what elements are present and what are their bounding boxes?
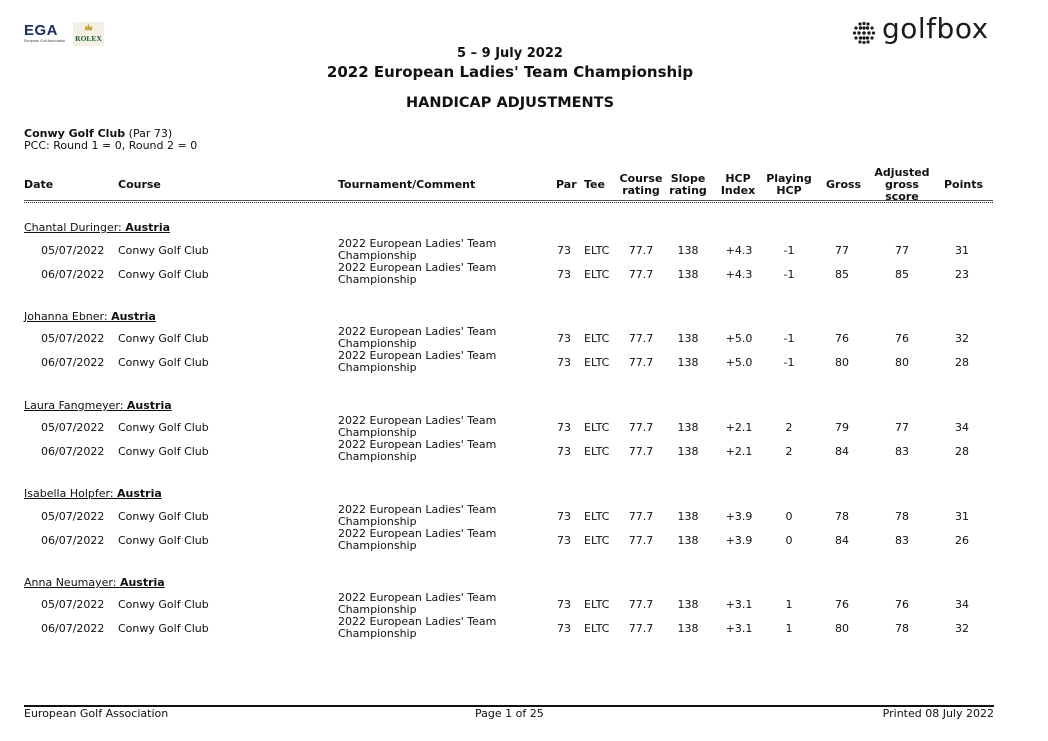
cell-slope: 138 xyxy=(677,510,699,523)
cell-course: Conwy Golf Club xyxy=(118,445,209,458)
cell-slope: 138 xyxy=(677,356,699,369)
player-country: Austria xyxy=(119,576,165,589)
cell-adjusted: 76 xyxy=(895,332,909,345)
cell-comment: 2022 European Ladies' Team Championship xyxy=(338,414,497,439)
cell-points: 31 xyxy=(955,510,969,523)
col-header-points: Points xyxy=(944,178,984,191)
cell-course: Conwy Golf Club xyxy=(118,534,209,547)
player-name: Chantal Duringer: xyxy=(24,221,126,234)
cell-course-rating: 77.7 xyxy=(628,622,654,635)
cell-comment: 2022 European Ladies' Team Championship xyxy=(338,325,497,350)
cell-comment: 2022 European Ladies' Team Championship xyxy=(338,527,497,552)
cell-adjusted: 78 xyxy=(895,622,909,635)
player-heading xyxy=(24,487,162,500)
cell-playing-hcp: 0 xyxy=(785,534,793,547)
col-header-course-rating-line2: rating xyxy=(622,184,660,197)
cell-adjusted: 85 xyxy=(895,268,909,281)
cell-hcp-index: +2.1 xyxy=(725,445,753,458)
player-name: Johanna Ebner: xyxy=(24,310,112,323)
cell-points: 23 xyxy=(955,268,969,281)
cell-hcp-index: +2.1 xyxy=(725,421,753,434)
cell-date: 05/07/2022 xyxy=(41,510,105,523)
rolex-logo-text: ROLEX xyxy=(75,34,102,43)
header-rule xyxy=(24,200,993,201)
cell-par: 73 xyxy=(557,534,571,547)
cell-adjusted: 83 xyxy=(895,445,909,458)
cell-course-rating: 77.7 xyxy=(628,332,654,345)
cell-comment: 2022 European Ladies' Team Championship xyxy=(338,438,497,463)
crown-icon xyxy=(84,23,93,32)
cell-adjusted: 77 xyxy=(895,421,909,434)
cell-comment: 2022 European Ladies' Team Championship xyxy=(338,237,497,262)
cell-gross: 85 xyxy=(835,268,849,281)
col-header-playing-hcp-line2: HCP xyxy=(776,184,802,197)
cell-course-rating: 77.7 xyxy=(628,244,654,257)
cell-course-rating: 77.7 xyxy=(628,510,654,523)
cell-slope: 138 xyxy=(677,445,699,458)
col-header-gross: Gross xyxy=(826,178,862,191)
cell-par: 73 xyxy=(557,268,571,281)
cell-par: 73 xyxy=(557,598,571,611)
col-header-playing-hcp-line1: Playing xyxy=(766,172,812,185)
cell-hcp-index: +3.1 xyxy=(725,622,753,635)
cell-slope: 138 xyxy=(677,598,699,611)
cell-playing-hcp: -1 xyxy=(783,356,795,369)
cell-adjusted: 80 xyxy=(895,356,909,369)
header-rule-dotted xyxy=(24,202,993,203)
cell-adjusted: 83 xyxy=(895,534,909,547)
cell-tee: ELTC xyxy=(584,268,610,281)
cell-tee: ELTC xyxy=(584,356,610,369)
cell-par: 73 xyxy=(557,356,571,369)
cell-tee: ELTC xyxy=(584,598,610,611)
cell-tee: ELTC xyxy=(584,510,610,523)
course-par: (Par 73) xyxy=(128,127,173,140)
cell-slope: 138 xyxy=(677,268,699,281)
cell-slope: 138 xyxy=(677,421,699,434)
cell-points: 34 xyxy=(955,421,969,434)
player-country: Austria xyxy=(111,310,156,323)
cell-tee: ELTC xyxy=(584,622,610,635)
cell-gross: 77 xyxy=(835,244,849,257)
ega-logo-subtext: European Golf Association xyxy=(24,39,66,43)
cell-course-rating: 77.7 xyxy=(628,356,654,369)
col-header-adjusted-line1: Adjusted xyxy=(874,166,930,179)
ega-logo-text: EGA xyxy=(24,22,59,39)
player-heading xyxy=(24,221,170,234)
col-header-adjusted-line2: gross xyxy=(885,178,919,191)
col-header-hcp-index-line1: HCP xyxy=(725,172,751,185)
cell-course: Conwy Golf Club xyxy=(118,598,209,611)
course-name: Conwy Golf Club xyxy=(24,127,126,140)
cell-playing-hcp: -1 xyxy=(783,244,795,257)
player-heading xyxy=(24,399,172,412)
cell-gross: 80 xyxy=(835,622,849,635)
cell-points: 32 xyxy=(955,622,969,635)
cell-date: 05/07/2022 xyxy=(41,332,105,345)
player-country: Austria xyxy=(125,221,171,234)
ega-logo xyxy=(24,20,104,46)
cell-gross: 76 xyxy=(835,598,849,611)
cell-tee: ELTC xyxy=(584,445,610,458)
cell-course: Conwy Golf Club xyxy=(118,244,209,257)
col-header-date: Date xyxy=(24,178,54,191)
cell-hcp-index: +3.9 xyxy=(725,534,753,547)
cell-comment: 2022 European Ladies' Team Championship xyxy=(338,349,497,374)
cell-adjusted: 77 xyxy=(895,244,909,257)
cell-course-rating: 77.7 xyxy=(628,421,654,434)
col-header-course-rating xyxy=(616,173,666,197)
cell-par: 73 xyxy=(557,510,571,523)
cell-playing-hcp: 2 xyxy=(785,421,793,434)
cell-slope: 138 xyxy=(677,332,699,345)
col-header-adjusted xyxy=(872,167,932,203)
col-header-slope-rating xyxy=(664,173,712,197)
cell-hcp-index: +3.9 xyxy=(725,510,753,523)
golfbox-logo-text: golfbox xyxy=(882,12,989,45)
cell-points: 31 xyxy=(955,244,969,257)
col-header-playing-hcp xyxy=(764,173,814,197)
player-heading xyxy=(24,310,156,323)
player-heading xyxy=(24,576,165,589)
cell-course: Conwy Golf Club xyxy=(118,622,209,635)
cell-date: 05/07/2022 xyxy=(41,421,105,434)
cell-points: 32 xyxy=(955,332,969,345)
player-name: Laura Fangmeyer: xyxy=(24,399,127,412)
cell-gross: 84 xyxy=(835,534,849,547)
cell-date: 06/07/2022 xyxy=(41,622,105,635)
cell-date: 06/07/2022 xyxy=(41,445,105,458)
cell-playing-hcp: 1 xyxy=(785,598,793,611)
cell-course-rating: 77.7 xyxy=(628,598,654,611)
rolex-logo xyxy=(73,22,104,46)
page-title: 2022 European Ladies' Team Championship xyxy=(326,63,694,81)
cell-hcp-index: +5.0 xyxy=(725,356,753,369)
cell-course: Conwy Golf Club xyxy=(118,268,209,281)
player-name: Isabella Holpfer: xyxy=(24,487,118,500)
cell-course-rating: 77.7 xyxy=(628,445,654,458)
cell-points: 26 xyxy=(955,534,969,547)
pcc-info: PCC: Round 1 = 0, Round 2 = 0 xyxy=(24,139,198,152)
col-header-slope-rating-line1: Slope xyxy=(670,172,706,185)
cell-course: Conwy Golf Club xyxy=(118,510,209,523)
cell-tee: ELTC xyxy=(584,421,610,434)
col-header-slope-rating-line2: rating xyxy=(669,184,707,197)
col-header-course-rating-line1: Course xyxy=(619,172,663,185)
footer-printed-date: Printed 08 July 2022 xyxy=(882,707,994,720)
cell-playing-hcp: 2 xyxy=(785,445,793,458)
cell-course: Conwy Golf Club xyxy=(118,356,209,369)
cell-gross: 78 xyxy=(835,510,849,523)
player-country: Austria xyxy=(117,487,162,500)
cell-comment: 2022 European Ladies' Team Championship xyxy=(338,503,497,528)
cell-adjusted: 78 xyxy=(895,510,909,523)
col-header-tee: Tee xyxy=(584,178,605,191)
col-header-adjusted-line3: score xyxy=(885,190,919,203)
cell-comment: 2022 European Ladies' Team Championship xyxy=(338,261,497,286)
cell-par: 73 xyxy=(557,445,571,458)
page-subtitle: HANDICAP ADJUSTMENTS xyxy=(405,95,615,111)
cell-playing-hcp: -1 xyxy=(783,332,795,345)
cell-gross: 84 xyxy=(835,445,849,458)
cell-tee: ELTC xyxy=(584,332,610,345)
cell-par: 73 xyxy=(557,332,571,345)
cell-adjusted: 76 xyxy=(895,598,909,611)
cell-playing-hcp: 1 xyxy=(785,622,793,635)
cell-gross: 79 xyxy=(835,421,849,434)
col-header-hcp-index-line2: Index xyxy=(720,184,756,197)
cell-gross: 80 xyxy=(835,356,849,369)
cell-par: 73 xyxy=(557,622,571,635)
cell-course: Conwy Golf Club xyxy=(118,421,209,434)
cell-date: 05/07/2022 xyxy=(41,244,105,257)
cell-slope: 138 xyxy=(677,622,699,635)
cell-par: 73 xyxy=(557,421,571,434)
cell-hcp-index: +3.1 xyxy=(725,598,753,611)
footer-page-number: Page 1 of 25 xyxy=(475,707,544,720)
player-country: Austria xyxy=(126,399,172,412)
cell-playing-hcp: 0 xyxy=(785,510,793,523)
col-header-course: Course xyxy=(118,178,161,191)
cell-date: 06/07/2022 xyxy=(41,356,105,369)
cell-course: Conwy Golf Club xyxy=(118,332,209,345)
cell-course-rating: 77.7 xyxy=(628,534,654,547)
col-header-par: Par xyxy=(556,178,577,191)
cell-slope: 138 xyxy=(677,534,699,547)
cell-tee: ELTC xyxy=(584,534,610,547)
cell-tee: ELTC xyxy=(584,244,610,257)
cell-slope: 138 xyxy=(677,244,699,257)
cell-date: 06/07/2022 xyxy=(41,534,105,547)
cell-date: 06/07/2022 xyxy=(41,268,105,281)
cell-comment: 2022 European Ladies' Team Championship xyxy=(338,591,497,616)
footer-org: European Golf Association xyxy=(24,707,169,720)
col-header-tournament: Tournament/Comment xyxy=(338,178,476,191)
cell-points: 34 xyxy=(955,598,969,611)
player-name: Anna Neumayer: xyxy=(24,576,120,589)
cell-par: 73 xyxy=(557,244,571,257)
cell-date: 05/07/2022 xyxy=(41,598,105,611)
cell-course-rating: 77.7 xyxy=(628,268,654,281)
cell-points: 28 xyxy=(955,445,969,458)
cell-gross: 76 xyxy=(835,332,849,345)
cell-playing-hcp: -1 xyxy=(783,268,795,281)
cell-hcp-index: +4.3 xyxy=(725,268,753,281)
cell-comment: 2022 European Ladies' Team Championship xyxy=(338,615,497,640)
golfbox-ball-icon xyxy=(851,20,877,46)
cell-hcp-index: +5.0 xyxy=(725,332,753,345)
col-header-hcp-index xyxy=(716,173,760,197)
cell-points: 28 xyxy=(955,356,969,369)
cell-hcp-index: +4.3 xyxy=(725,244,753,257)
event-dates: 5 – 9 July 2022 xyxy=(457,46,563,61)
